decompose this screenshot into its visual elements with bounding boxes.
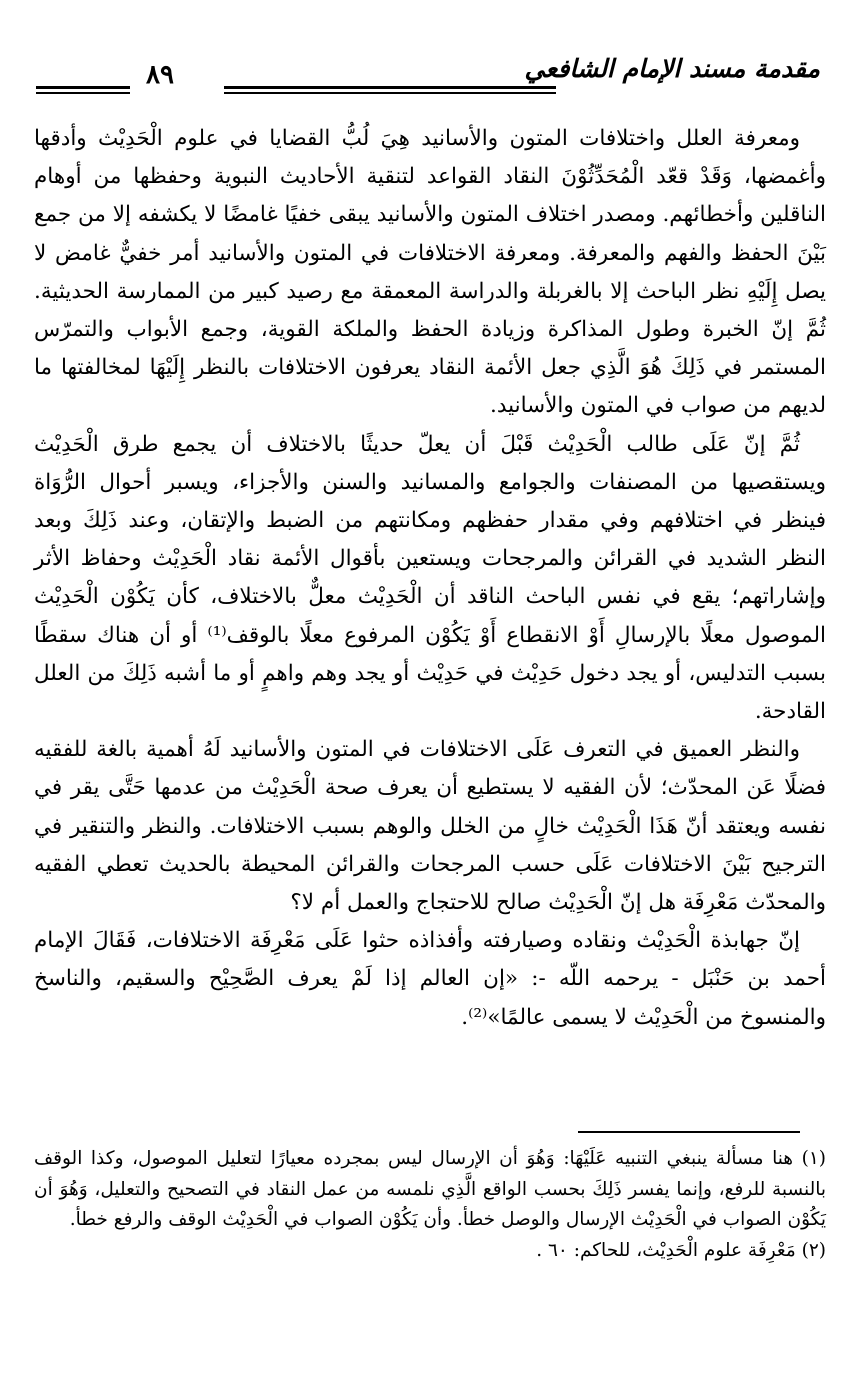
paragraph-3: والنظر العميق في التعرف عَلَى الاختلافات في المتون والأسانيد لَهُ أهمية بالغة للفقيه فضلًا عَن المحدّث؛ لأن الفقيه لا يستطيع أن يعرف صحة الْحَدِيْث من عدمها حَتَّى يقر في نفسه ويعتقد أنّ هَذَا الْحَدِيْث خالٍ من الخلل والوهم بسبب الاختلافات. والنظر والتنقير في الترجيح بَيْنَ الاختلافات عَلَى حسب المرجحات والقرائن المحيطة بالحديث تعطي الفقيه والمحدّث مَعْرِفَة هل إنّ الْحَدِيْث صالح للاحتجاج والعمل أم لا؟ (34, 737, 826, 916)
page-header (28, 52, 826, 112)
footnote-separator (578, 1131, 800, 1133)
footnote-1: (١) هنا مسألة ينبغي التنبيه عَلَيْهَا: وَهُوَ أن الإرسال ليس بمجرده معيارًا لتعليل الموصول، وكذا الوقف بالنسبة للرفع، وإنما يفسر ذَلِكَ بحسب الواقع الَّذِي نلمسه من عمل النقاد في التصحيح والتعليل، وَهُوَ أن يَكُوْن الصواب في الْحَدِيْث الإرسال والوصل خطأ. وأن يَكُوْن الصواب في الْحَدِيْث الوقف والرفع خطأ. (34, 1148, 826, 1230)
paragraph-2: ثُمَّ إنّ عَلَى طالب الْحَدِيْث قَبْلَ أن يعلّ حديثًا بالاختلاف أن يجمع طرق الْحَدِيْث ويستقصيها من المصنفات والجوامع والمسانيد والسنن والأجزاء، ويسبر أحوال الرُّوَاة فينظر في اختلافهم وفي مقدار حفظهم ومكانتهم من الضبط والإتقان، وعند ذَلِكَ وبعد النظر الشديد في القرائن والمرجحات ويستعين بأقوال الأئمة نقاد الْحَدِيْث وحفاظ الأثر وإشاراتهم؛ يقع في نفس الباحث الناقد أن الْحَدِيْث معلٌّ بالاختلاف، كأن يَكُوْن الْحَدِيْث الموصول معلًا بالإرسالِ أَوْ الانقطاع أَوْ يَكُوْن المرفوع معلًا بالوقف⁽¹⁾ أو أن هناك سقطًا بسبب التدليس، أو يجد دخول حَدِيْث في حَدِيْث أو يجد وهم واهمٍ أو ما أشبه ذَلِكَ من العلل القادحة. (34, 431, 826, 725)
page-number: ٨٩ (146, 60, 174, 90)
footnotes (34, 1144, 826, 1266)
running-title: مقدمة مسند الإمام الشافعي (524, 54, 820, 83)
paragraph-4: إنّ جهابذة الْحَدِيْث ونقاده وصيارفته وأفذاذه حثوا عَلَى مَعْرِفَة الاختلافات، فَقَالَ الإمام أحمد بن حَنْبَل - يرحمه اللّه -: «إن العالم إذا لَمْ يعرف الصَّحِيْح والسقيم، والناسخ والمنسوخ من الْحَدِيْث لا يسمى عالمًا»⁽²⁾. (34, 928, 826, 1030)
header-rule (224, 86, 556, 94)
header-rule-short (36, 86, 130, 94)
main-text (34, 120, 826, 1037)
footnote-2: (٢) مَعْرِفَة علوم الْحَدِيْث، للحاكم: ٦٠ . (536, 1239, 826, 1261)
paragraph-1: ومعرفة العلل واختلافات المتون والأسانيد هِيَ لُبُّ القضايا في علوم الْحَدِيْث وأدقها وأغمضها، وَقَدْ قعّد الْمُحَدِّثُوْنَ النقاد القواعد لتنقية الأحاديث النبوية وحفظها من أوهام الناقلين وأخطائهم. ومصدر اختلاف المتون والأسانيد يبقى خفيًا غامضًا لا يكشفه إلا من جمع بَيْنَ الحفظ والفهم والمعرفة. ومعرفة الاختلافات في المتون والأسانيد أمر خفيٌّ غامض لا يصل إِلَيْهِ نظر الباحث إلا بالغربلة والدراسة المعمقة مع رصيد كبير من الممارسة الحديثية. ثُمَّ إنّ الخبرة وطول المذاكرة وزيادة الحفظ والملكة القوية، وجمع الأبواب والتمرّس المستمر في ذَلِكَ هُوَ الَّذِي جعل الأئمة النقاد يعرفون الاختلافات بالنظر إِلَيْهَا لمخالفتها ما لديهم من صواب في المتون والأسانيد. (34, 126, 826, 419)
